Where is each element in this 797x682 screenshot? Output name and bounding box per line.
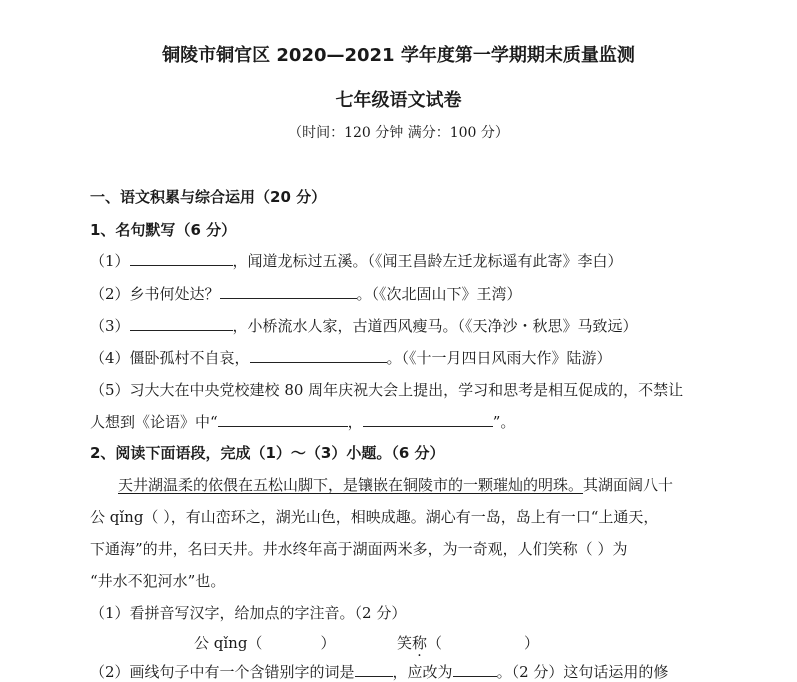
- passage-line-2: 公 qǐng（ ），有山峦环之，湖光山色，相映成趣。湖心有一岛，岛上有一口“上通天，: [90, 508, 659, 526]
- q1-item-4: （4）僵卧孤村不自哀， 。（《十一月四日风雨大作》陆游）: [90, 349, 612, 367]
- pinyin-item-b: 笑称（ ）: [397, 634, 540, 652]
- answer-blank[interactable]: [250, 348, 387, 363]
- section-heading: 一、语文积累与综合运用（20 分）: [90, 188, 327, 206]
- exam-subtitle: 七年级语文试卷: [335, 90, 462, 111]
- answer-blank[interactable]: [355, 662, 393, 677]
- dotted-character: 称: [412, 634, 428, 652]
- passage-line-1: 天井湖温柔的依偎在五松山脚下，是镶嵌在铜陵市的一颗璀灿的明珠。其湖面阔八十: [118, 476, 674, 494]
- question-1-heading: 1、名句默写（6 分）: [90, 221, 237, 239]
- sub-question-1: （1）看拼音写汉字，给加点的字注音。（2 分）: [90, 604, 407, 622]
- underlined-sentence: 天井湖温柔的依偎在五松山脚下，是镶嵌在铜陵市的一颗璀灿的明珠。: [118, 476, 584, 494]
- answer-blank[interactable]: [453, 662, 497, 677]
- q1-item-3: （3） ，小桥流水人家，古道西风瘦马。（《天净沙・秋思》马致远）: [90, 317, 638, 335]
- answer-blank[interactable]: [363, 412, 493, 427]
- answer-blank[interactable]: [218, 412, 348, 427]
- q1-item-5-line1: （5）习大大在中央党校建校 80 周年庆祝大会上提出，学习和思考是相互促成的，不禁让: [90, 381, 684, 399]
- exam-title: 铜陵市铜官区 2020—2021 学年度第一学期期末质量监测: [162, 45, 635, 66]
- passage-line-4: “井水不犯河水”也。: [90, 572, 226, 590]
- answer-blank[interactable]: [130, 316, 233, 331]
- sub-question-2: （2）画线句子中有一个含错别字的词是 ，应改为 。（2 分）这句话运用的修: [90, 663, 669, 681]
- answer-blank[interactable]: [220, 284, 357, 299]
- pinyin-item-a: 公 qǐng（ ）: [194, 634, 336, 652]
- q1-item-5-line2: 人想到《论语》中“ ， ”。: [90, 413, 516, 431]
- passage-line-3: 下通海”的井，名曰天井。井水终年高于湖面两米多，为一奇观，人们笑称（ ）为: [90, 540, 628, 558]
- q1-item-1: （1） ，闻道龙标过五溪。（《闻王昌龄左迁龙标遥有此寄》李白）: [90, 252, 623, 270]
- exam-info: （时间：120 分钟 满分：100 分）: [288, 125, 509, 141]
- question-2-heading: 2、阅读下面语段，完成（1）～（3）小题。（6 分）: [90, 444, 445, 462]
- q1-item-2: （2）乡书何处达？ 。（《次北固山下》王湾）: [90, 285, 522, 303]
- answer-blank[interactable]: [130, 251, 233, 266]
